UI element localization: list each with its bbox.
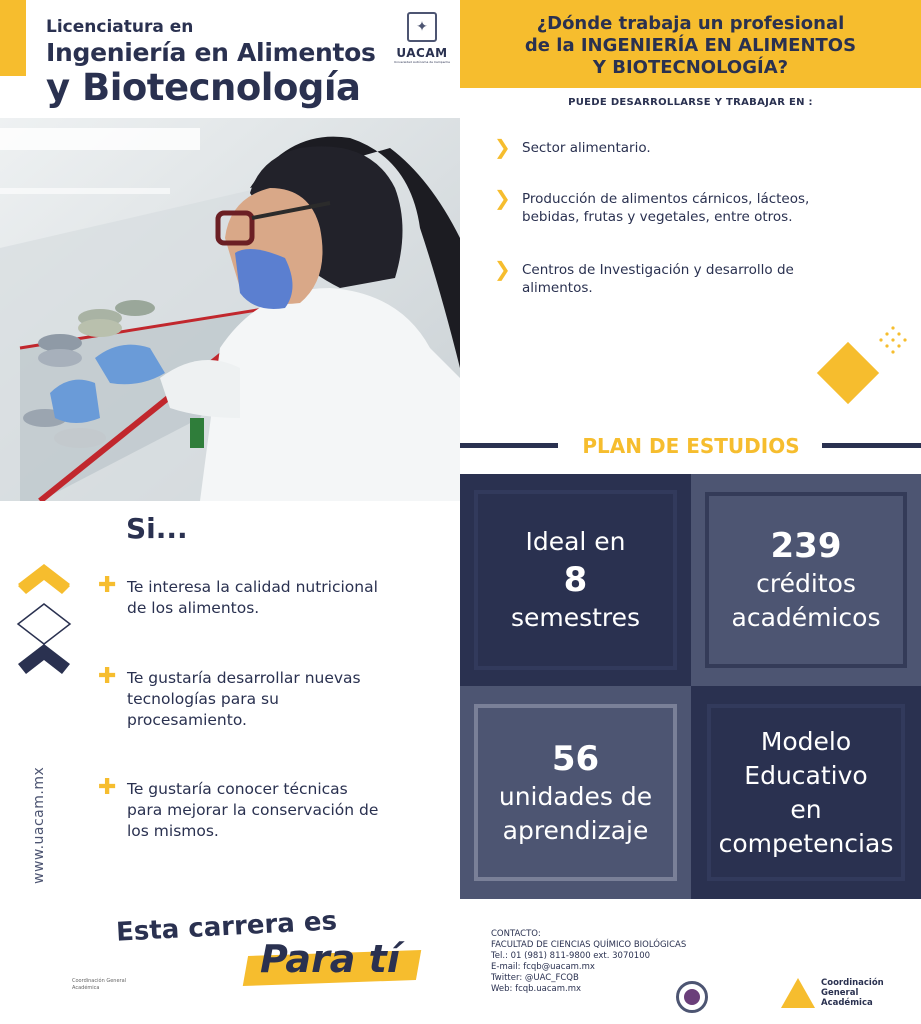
tile-educational-model: [691, 686, 921, 899]
chevron-right-icon: ❯: [494, 135, 511, 159]
career-title-line2: y Biotecnología: [46, 66, 361, 109]
question-line1: ¿Dónde trabaja un profesional: [536, 13, 845, 34]
plan-divider-left: [460, 443, 558, 448]
plan-divider-right: [822, 443, 921, 448]
tile-number: 8: [563, 560, 588, 600]
logo-name: UACAM: [396, 46, 448, 60]
chevron-right-icon: ❯: [494, 186, 511, 210]
si-item: [98, 573, 418, 619]
si-item: [98, 775, 418, 842]
tile-number: 56: [551, 738, 600, 779]
contact-twitter[interactable]: Twitter: @UAC_FCQB: [491, 973, 579, 983]
lab-scientist-image: [0, 118, 460, 501]
chevron-right-icon: ❯: [494, 257, 511, 281]
tile-learning-units: [460, 686, 691, 899]
para-ti-text: Para tí: [260, 937, 400, 981]
question-banner: [460, 0, 921, 88]
para-ti-badge: [246, 937, 418, 991]
coord-logo-line2: Académica: [821, 998, 873, 1008]
esta-carrera-text: Esta carrera es: [115, 906, 338, 948]
sector-item: [494, 186, 894, 226]
logo-subtitle: Universidad Autónoma de Campeche: [394, 60, 450, 64]
sector-item: [494, 135, 894, 159]
lab-photo: [0, 118, 460, 501]
tile-semesters: [460, 474, 691, 686]
coord-general-logo: [781, 975, 911, 1011]
tile-text: Modelo: [760, 726, 852, 756]
si-item: [98, 664, 418, 731]
header-yellow-strip: [0, 0, 26, 76]
tile-text: Educativo: [744, 760, 868, 790]
tile-credits: [691, 474, 921, 686]
sector-text: alimentos.: [522, 280, 593, 296]
plan-title: PLAN DE ESTUDIOS: [582, 434, 800, 458]
question-line3: Y BIOTECNOLOGÍA?: [592, 57, 789, 78]
uacam-logo: [392, 12, 452, 72]
tile-text: en: [790, 794, 822, 824]
plus-icon: ✚: [98, 664, 117, 689]
triangle-logo-icon: [781, 978, 815, 1008]
si-text: Te gustaría conocer técnicas: [127, 780, 348, 798]
licenciatura-label: Licenciatura en: [46, 17, 194, 37]
career-title-line1: Ingeniería en Alimentos: [46, 38, 376, 67]
si-text: procesamiento.: [127, 711, 247, 729]
sector-text: bebidas, frutas y vegetales, entre otros.: [522, 209, 793, 225]
si-text: Te gustaría desarrollar nuevas: [127, 669, 361, 687]
contact-heading: CONTACTO:: [491, 929, 541, 939]
tile-text: académicos: [731, 603, 881, 632]
si-title: Si...: [126, 512, 188, 545]
si-text: para mejorar la conservación de: [127, 801, 379, 819]
university-seal-icon: ✦: [407, 12, 437, 42]
website-vertical: [31, 760, 51, 884]
yellow-diamond-decoration: [817, 342, 879, 404]
si-text: Te interesa la calidad nutricional: [127, 578, 378, 596]
puede-subtitle: PUEDE DESARROLLARSE Y TRABAJAR EN :: [568, 97, 813, 108]
si-text: los mismos.: [127, 822, 219, 840]
tile-text: unidades de: [498, 781, 653, 811]
contact-block: [491, 929, 686, 995]
faculty-seal-icon: [676, 981, 708, 1013]
contact-email[interactable]: E-mail: fcqb@uacam.mx: [491, 962, 595, 972]
dots-decoration-icon: [875, 325, 911, 361]
tile-text: aprendizaje: [502, 815, 649, 845]
tile-text: semestres: [510, 603, 641, 632]
tile-text: créditos: [756, 569, 856, 598]
sector-text: Centros de Investigación y desarrollo de: [522, 262, 794, 278]
si-text: de los alimentos.: [127, 599, 260, 617]
tile-text: Ideal en: [525, 527, 626, 556]
contact-phone: Tel.: 01 (981) 811-9800 ext. 3070100: [491, 951, 651, 961]
si-text: tecnologías para su: [127, 690, 279, 708]
sector-text: Producción de alimentos cárnicos, lácteos,: [522, 191, 810, 207]
question-line2: de la INGENIERÍA EN ALIMENTOS: [524, 35, 857, 56]
coord-small-label: Coordinación General Académica: [72, 978, 127, 991]
tile-number: 239: [770, 526, 842, 566]
coord-logo-line1: Coordinación General: [821, 978, 884, 998]
plus-icon: ✚: [98, 775, 117, 800]
plus-icon: ✚: [98, 573, 117, 598]
contact-faculty: FACULTAD DE CIENCIAS QUÍMICO BIOLÓGICAS: [491, 940, 687, 950]
contact-web[interactable]: Web: fcqb.uacam.mx: [491, 984, 582, 994]
website-link[interactable]: www.uacam.mx: [31, 766, 47, 884]
sector-item: [494, 257, 894, 297]
tile-text: competencias: [718, 828, 894, 858]
chevron-stack-icon: [16, 562, 72, 684]
sector-text: Sector alimentario.: [522, 140, 651, 156]
